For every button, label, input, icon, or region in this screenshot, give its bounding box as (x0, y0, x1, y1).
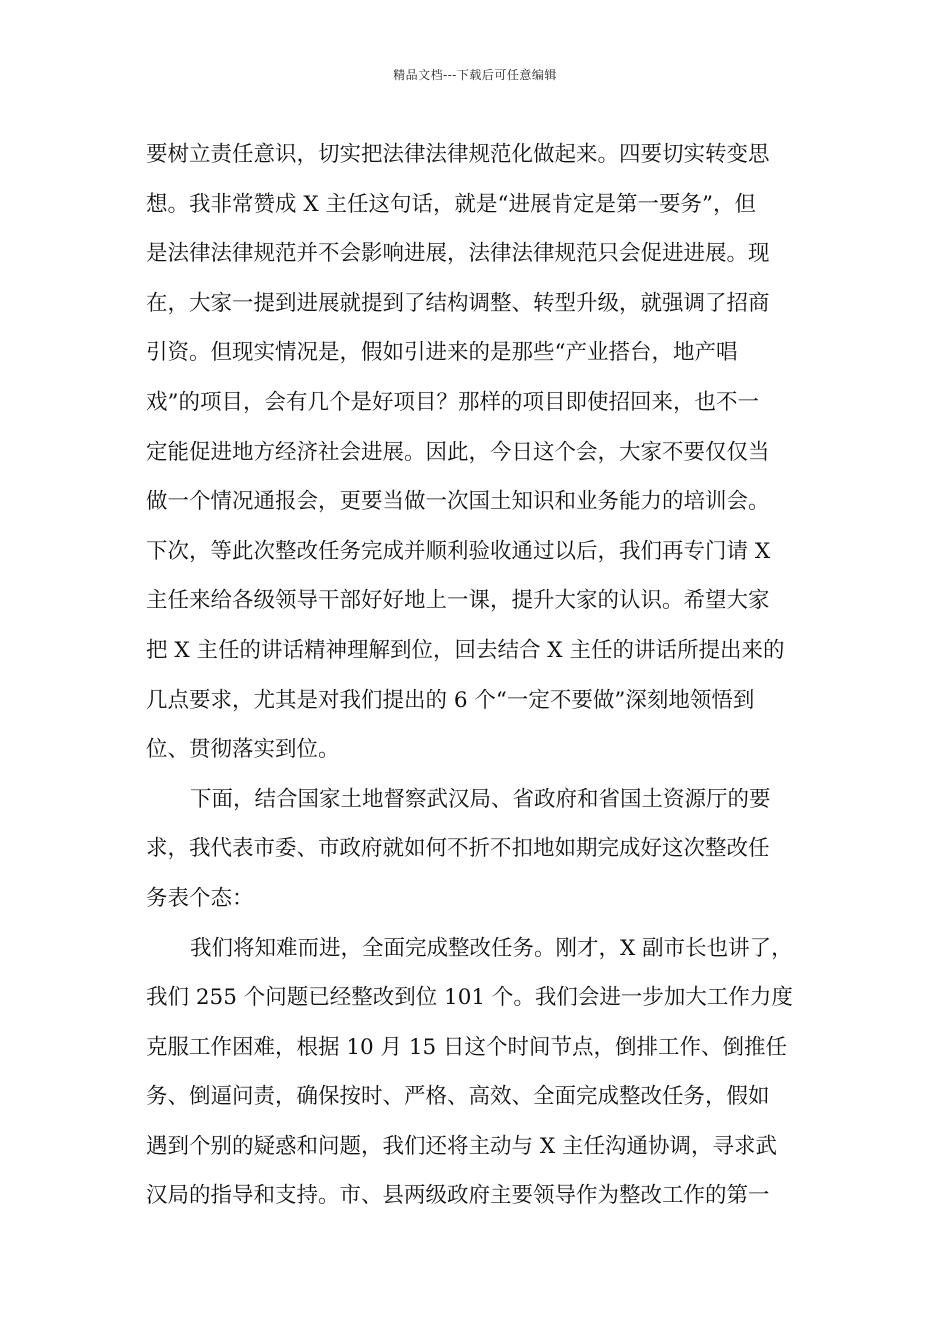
text-line: 我们 255 个问题已经整改到位 101 个。我们会进一步加大工作力度 (146, 985, 793, 1011)
text-line: 求，我代表市委、市政府就如何不折不扣地如期完成好这次整改任 (146, 836, 770, 862)
text-line: 克服工作困难，根据 10 月 15 日这个时间节点，倒排工作、倒推任 (146, 1034, 788, 1060)
document-body (146, 130, 806, 1221)
page-header: 精品文档---下载后可任意编辑 (393, 68, 557, 82)
text-line: 务、倒逼问责，确保按时、严格、高效、全面完成整改任务，假如 (146, 1084, 770, 1110)
text-line: 位、贯彻落实到位。 (146, 737, 340, 763)
text-line: 汉局的指导和支持。市、县两级政府主要领导作为整改工作的第一 (146, 1183, 770, 1209)
text-line: 戏”的项目，会有几个是好项目？那样的项目即使招回来，也不一 (146, 389, 759, 415)
text-line: 几点要求，尤其是对我们提出的 6 个“一定不要做”深刻地领悟到 (146, 687, 755, 713)
text-line: 做一个情况通报会，更要当做一次国土知识和业务能力的培训会。 (146, 489, 770, 515)
text-line: 在，大家一提到进展就提到了结构调整、转型升级，就强调了招商 (146, 290, 770, 316)
text-line: 想。我非常赞成 X 主任这句话，就是“进展肯定是第一要务”，但 (146, 191, 756, 217)
paragraph-first-line: 我们将知难而进，全面完成整改任务。刚才，X 副市长也讲了， (190, 935, 793, 961)
text-line: 引资。但现实情况是，假如引进来的是那些“产业搭台，地产唱 (146, 340, 738, 366)
text-line: 是法律法律规范并不会影响进展，法律法律规范只会促进进展。现 (146, 241, 770, 267)
text-line: 要树立责任意识，切实把法律法律规范化做起来。四要切实转变思 (146, 142, 770, 167)
text-line: 务表个态： (146, 885, 254, 911)
paragraph-first-line: 下面，结合国家土地督察武汉局、省政府和省国土资源厅的要 (190, 786, 771, 812)
text-line: 下次，等此次整改任务完成并顺利验收通过以后，我们再专门请 X (146, 538, 771, 564)
text-line: 遇到个别的疑惑和问题，我们还将主动与 X 主任沟通协调，寻求武 (146, 1133, 777, 1159)
text-line: 主任来给各级领导干部好好地上一课，提升大家的认识。希望大家 (146, 588, 770, 614)
text-line: 把 X 主任的讲话精神理解到位，回去结合 X 主任的讲话所提出来的 (146, 637, 785, 663)
text-line: 定能促进地方经济社会进展。因此，今日这个会，大家不要仅仅当 (146, 439, 770, 465)
